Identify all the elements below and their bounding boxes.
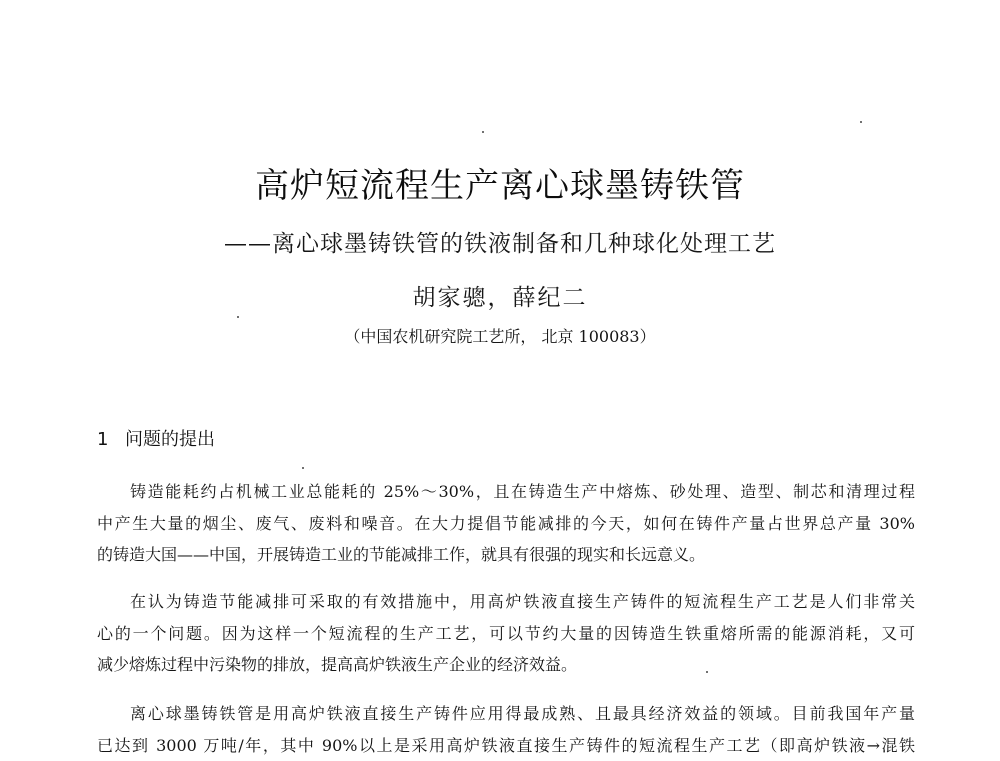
paragraph-1 — [97, 476, 915, 571]
paragraph-line: 在认为铸造节能减排可采取的有效措施中，用高炉铁液直接生产铸件的短流程生产工艺是人们非常关 — [97, 586, 915, 618]
paper-authors: 胡家骢，薛纪二 — [0, 279, 1000, 312]
section-title: 问题的提出 — [125, 429, 215, 450]
paragraph-line: 的铸造大国——中国，开展铸造工业的节能减排工作，就具有很强的现实和长远意义。 — [97, 539, 915, 571]
section-heading — [97, 425, 215, 451]
paragraph-3 — [97, 698, 915, 761]
paper-subtitle: ——离心球墨铸铁管的铁液制备和几种球化处理工艺 — [0, 225, 1000, 258]
section-number: 1 — [97, 429, 125, 450]
paper-affiliation: （中国农机研究院工艺所， 北京 100083） — [0, 324, 1000, 347]
paragraph-line: 已达到 3000 万吨/年，其中 90%以上是采用高炉铁液直接生产铸件的短流程生产工艺（即高炉铁液→混铁 — [97, 730, 915, 761]
scan-speck — [302, 467, 304, 469]
paragraph-2 — [97, 586, 915, 681]
paragraph-line: 离心球墨铸铁管是用高炉铁液直接生产铸件应用得最成熟、且最具经济效益的领域。目前我国年产量 — [97, 698, 915, 730]
scan-speck — [860, 121, 862, 123]
paragraph-line: 减少熔炼过程中污染物的排放，提高高炉铁液生产企业的经济效益。 — [97, 649, 915, 681]
paragraph-line: 铸造能耗约占机械工业总能耗的 25%～30%，且在铸造生产中熔炼、砂处理、造型、制芯和清理过程 — [97, 476, 915, 508]
scan-speck — [237, 316, 239, 318]
paper-title: 高炉短流程生产离心球墨铸铁管 — [0, 158, 1000, 207]
scan-speck — [482, 131, 484, 133]
paragraph-line: 中产生大量的烟尘、废气、废料和噪音。在大力提倡节能减排的今天，如何在铸件产量占世界总产量 30% — [97, 508, 915, 540]
paragraph-line: 心的一个问题。因为这样一个短流程的生产工艺，可以节约大量的因铸造生铁重熔所需的能源消耗，又可 — [97, 618, 915, 650]
scan-speck — [706, 671, 708, 673]
